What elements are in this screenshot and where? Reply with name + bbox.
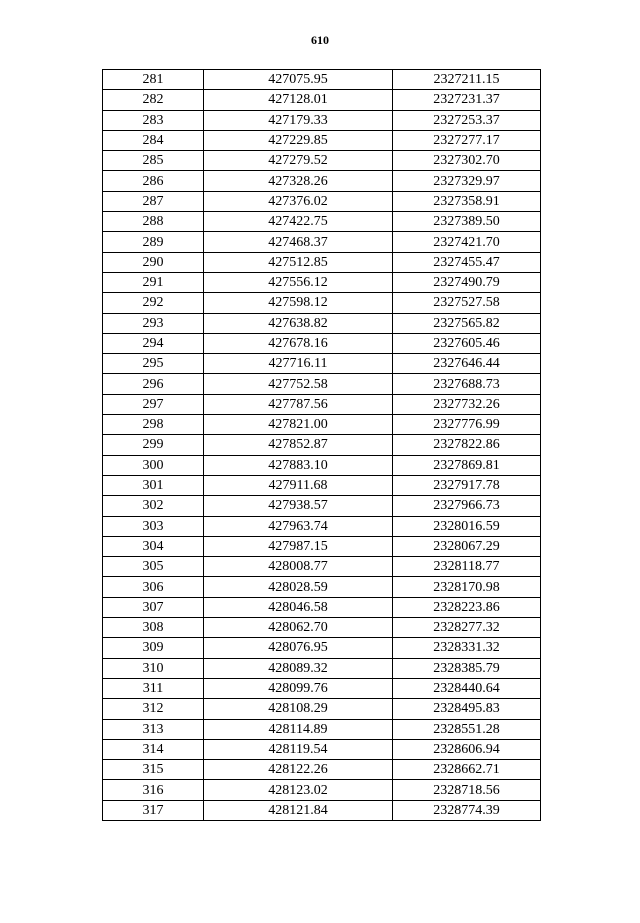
x-coordinate-cell: 427752.58 [204, 374, 393, 394]
y-coordinate-cell: 2327565.82 [393, 313, 541, 333]
point-number-cell: 294 [103, 333, 204, 353]
x-coordinate-cell: 427598.12 [204, 293, 393, 313]
y-coordinate-cell: 2327527.58 [393, 293, 541, 313]
x-coordinate-cell: 427075.95 [204, 70, 393, 90]
y-coordinate-cell: 2327732.26 [393, 394, 541, 414]
x-coordinate-cell: 427852.87 [204, 435, 393, 455]
point-number-cell: 288 [103, 212, 204, 232]
table-row [103, 618, 541, 638]
y-coordinate-cell: 2327358.91 [393, 191, 541, 211]
point-number-cell: 311 [103, 678, 204, 698]
table-row [103, 780, 541, 800]
y-coordinate-cell: 2328385.79 [393, 658, 541, 678]
y-coordinate-cell: 2327211.15 [393, 70, 541, 90]
y-coordinate-cell: 2327966.73 [393, 496, 541, 516]
table-row [103, 333, 541, 353]
point-number-cell: 312 [103, 699, 204, 719]
x-coordinate-cell: 428099.76 [204, 678, 393, 698]
y-coordinate-cell: 2328016.59 [393, 516, 541, 536]
table-row [103, 800, 541, 820]
point-number-cell: 306 [103, 577, 204, 597]
y-coordinate-cell: 2328277.32 [393, 618, 541, 638]
y-coordinate-cell: 2328440.64 [393, 678, 541, 698]
table-row [103, 638, 541, 658]
point-number-cell: 317 [103, 800, 204, 820]
y-coordinate-cell: 2327302.70 [393, 151, 541, 171]
table-row [103, 70, 541, 90]
y-coordinate-cell: 2328067.29 [393, 536, 541, 556]
x-coordinate-cell: 428089.32 [204, 658, 393, 678]
point-number-cell: 296 [103, 374, 204, 394]
table-row [103, 151, 541, 171]
point-number-cell: 303 [103, 516, 204, 536]
x-coordinate-cell: 427128.01 [204, 90, 393, 110]
x-coordinate-cell: 427556.12 [204, 272, 393, 292]
x-coordinate-cell: 427512.85 [204, 252, 393, 272]
y-coordinate-cell: 2328118.77 [393, 557, 541, 577]
y-coordinate-cell: 2327646.44 [393, 354, 541, 374]
table-row [103, 597, 541, 617]
y-coordinate-cell: 2327277.17 [393, 130, 541, 150]
y-coordinate-cell: 2328551.28 [393, 719, 541, 739]
table-row [103, 415, 541, 435]
point-number-cell: 310 [103, 658, 204, 678]
table-row [103, 110, 541, 130]
table-row [103, 658, 541, 678]
x-coordinate-cell: 427328.26 [204, 171, 393, 191]
y-coordinate-cell: 2327776.99 [393, 415, 541, 435]
x-coordinate-cell: 427987.15 [204, 536, 393, 556]
point-number-cell: 286 [103, 171, 204, 191]
y-coordinate-cell: 2327421.70 [393, 232, 541, 252]
x-coordinate-cell: 427179.33 [204, 110, 393, 130]
table-row [103, 516, 541, 536]
point-number-cell: 304 [103, 536, 204, 556]
table-row [103, 272, 541, 292]
table-row [103, 719, 541, 739]
point-number-cell: 281 [103, 70, 204, 90]
table-row [103, 678, 541, 698]
y-coordinate-cell: 2327688.73 [393, 374, 541, 394]
point-number-cell: 301 [103, 475, 204, 495]
coordinates-table [102, 69, 541, 821]
point-number-cell: 315 [103, 760, 204, 780]
point-number-cell: 295 [103, 354, 204, 374]
x-coordinate-cell: 427938.57 [204, 496, 393, 516]
x-coordinate-cell: 428076.95 [204, 638, 393, 658]
x-coordinate-cell: 428114.89 [204, 719, 393, 739]
y-coordinate-cell: 2328495.83 [393, 699, 541, 719]
point-number-cell: 307 [103, 597, 204, 617]
table-row [103, 171, 541, 191]
point-number-cell: 309 [103, 638, 204, 658]
y-coordinate-cell: 2328223.86 [393, 597, 541, 617]
y-coordinate-cell: 2327455.47 [393, 252, 541, 272]
y-coordinate-cell: 2327605.46 [393, 333, 541, 353]
point-number-cell: 297 [103, 394, 204, 414]
table-row [103, 496, 541, 516]
y-coordinate-cell: 2327231.37 [393, 90, 541, 110]
x-coordinate-cell: 428028.59 [204, 577, 393, 597]
x-coordinate-cell: 428121.84 [204, 800, 393, 820]
x-coordinate-cell: 428122.26 [204, 760, 393, 780]
x-coordinate-cell: 428008.77 [204, 557, 393, 577]
x-coordinate-cell: 427468.37 [204, 232, 393, 252]
table-row [103, 536, 541, 556]
y-coordinate-cell: 2327329.97 [393, 171, 541, 191]
table-row [103, 191, 541, 211]
x-coordinate-cell: 427376.02 [204, 191, 393, 211]
point-number-cell: 284 [103, 130, 204, 150]
x-coordinate-cell: 428119.54 [204, 739, 393, 759]
y-coordinate-cell: 2328774.39 [393, 800, 541, 820]
y-coordinate-cell: 2327253.37 [393, 110, 541, 130]
y-coordinate-cell: 2327490.79 [393, 272, 541, 292]
table-row [103, 475, 541, 495]
table-row [103, 577, 541, 597]
y-coordinate-cell: 2328170.98 [393, 577, 541, 597]
table-row [103, 293, 541, 313]
table-row [103, 394, 541, 414]
y-coordinate-cell: 2327917.78 [393, 475, 541, 495]
table-row [103, 455, 541, 475]
point-number-cell: 287 [103, 191, 204, 211]
point-number-cell: 282 [103, 90, 204, 110]
table-row [103, 130, 541, 150]
x-coordinate-cell: 427678.16 [204, 333, 393, 353]
y-coordinate-cell: 2328718.56 [393, 780, 541, 800]
point-number-cell: 289 [103, 232, 204, 252]
point-number-cell: 316 [103, 780, 204, 800]
x-coordinate-cell: 427279.52 [204, 151, 393, 171]
table-row [103, 252, 541, 272]
x-coordinate-cell: 427911.68 [204, 475, 393, 495]
table-row [103, 557, 541, 577]
table-row [103, 739, 541, 759]
y-coordinate-cell: 2327869.81 [393, 455, 541, 475]
page-number: 610 [311, 33, 329, 47]
table-row [103, 313, 541, 333]
table-row [103, 435, 541, 455]
y-coordinate-cell: 2327822.86 [393, 435, 541, 455]
point-number-cell: 314 [103, 739, 204, 759]
point-number-cell: 290 [103, 252, 204, 272]
point-number-cell: 285 [103, 151, 204, 171]
x-coordinate-cell: 427963.74 [204, 516, 393, 536]
table-row [103, 699, 541, 719]
point-number-cell: 293 [103, 313, 204, 333]
x-coordinate-cell: 427883.10 [204, 455, 393, 475]
x-coordinate-cell: 427716.11 [204, 354, 393, 374]
coordinates-table-body [103, 70, 541, 821]
x-coordinate-cell: 428108.29 [204, 699, 393, 719]
x-coordinate-cell: 428062.70 [204, 618, 393, 638]
table-row [103, 212, 541, 232]
point-number-cell: 313 [103, 719, 204, 739]
x-coordinate-cell: 427229.85 [204, 130, 393, 150]
point-number-cell: 308 [103, 618, 204, 638]
x-coordinate-cell: 427787.56 [204, 394, 393, 414]
table-row [103, 232, 541, 252]
y-coordinate-cell: 2327389.50 [393, 212, 541, 232]
x-coordinate-cell: 428046.58 [204, 597, 393, 617]
point-number-cell: 283 [103, 110, 204, 130]
y-coordinate-cell: 2328331.32 [393, 638, 541, 658]
point-number-cell: 300 [103, 455, 204, 475]
table-row [103, 760, 541, 780]
point-number-cell: 299 [103, 435, 204, 455]
table-row [103, 374, 541, 394]
point-number-cell: 305 [103, 557, 204, 577]
point-number-cell: 292 [103, 293, 204, 313]
y-coordinate-cell: 2328662.71 [393, 760, 541, 780]
point-number-cell: 291 [103, 272, 204, 292]
x-coordinate-cell: 428123.02 [204, 780, 393, 800]
x-coordinate-cell: 427821.00 [204, 415, 393, 435]
point-number-cell: 298 [103, 415, 204, 435]
table-row [103, 90, 541, 110]
y-coordinate-cell: 2328606.94 [393, 739, 541, 759]
x-coordinate-cell: 427638.82 [204, 313, 393, 333]
table-row [103, 354, 541, 374]
point-number-cell: 302 [103, 496, 204, 516]
x-coordinate-cell: 427422.75 [204, 212, 393, 232]
